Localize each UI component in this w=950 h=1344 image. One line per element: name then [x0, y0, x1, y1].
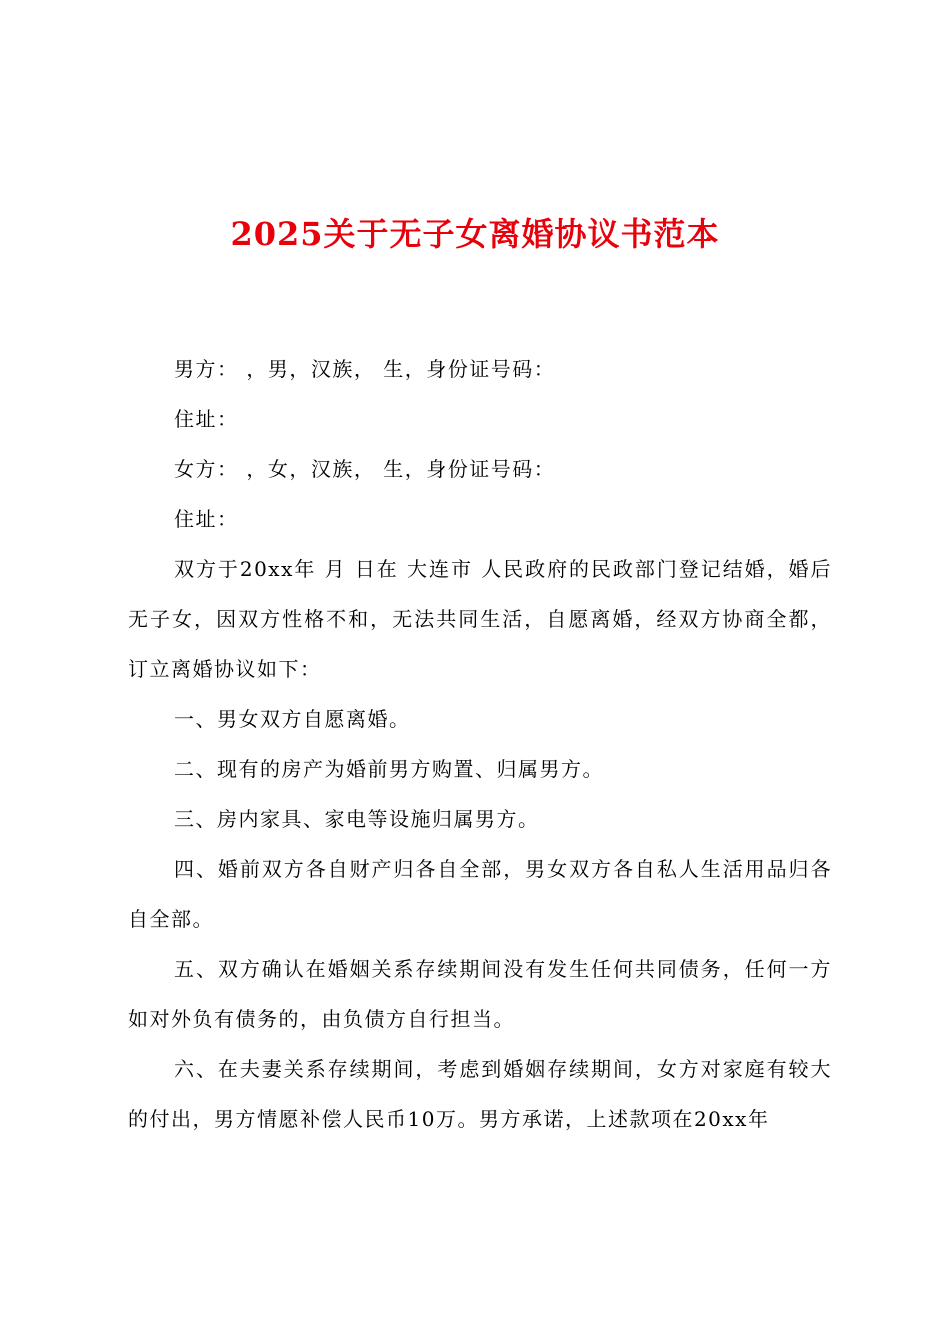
clause-1: 一、男女双方自愿离婚。	[174, 707, 411, 731]
paragraph-male-address: 住址：	[174, 407, 239, 431]
clause-3: 三、房内家具、家电等设施归属男方。	[174, 807, 540, 831]
clause-4: 四、婚前双方各自财产归各自全部，男女双方各自私人生活用品归各自全部。	[128, 857, 832, 931]
clause-2: 二、现有的房产为婚前男方购置、归属男方。	[174, 757, 604, 781]
paragraph-female-address: 住址：	[174, 507, 239, 531]
clause-6: 六、在夫妻关系存续期间，考虑到婚姻存续期间，女方对家庭有较大的付出，男方情愿补偿人民币10万。男方承诺，上述款项在20xx年	[128, 1057, 832, 1131]
paragraph-female-party: 女方： ，女，汉族， 生，身份证号码：	[174, 457, 556, 481]
document-title: 2025关于无子女离婚协议书范本	[230, 215, 720, 253]
document-body	[128, 344, 832, 1144]
paragraph-male-party: 男方： ，男，汉族， 生，身份证号码：	[174, 357, 556, 381]
clause-5: 五、双方确认在婚姻关系存续期间没有发生任何共同债务，任何一方如对外负有债务的，由负债方自行担当。	[128, 957, 832, 1031]
paragraph-preamble: 双方于20xx年 月 日在 大连市 人民政府的民政部门登记结婚，婚后无子女，因双方性格不和，无法共同生活，自愿离婚，经双方协商全都，订立离婚协议如下：	[128, 557, 832, 681]
